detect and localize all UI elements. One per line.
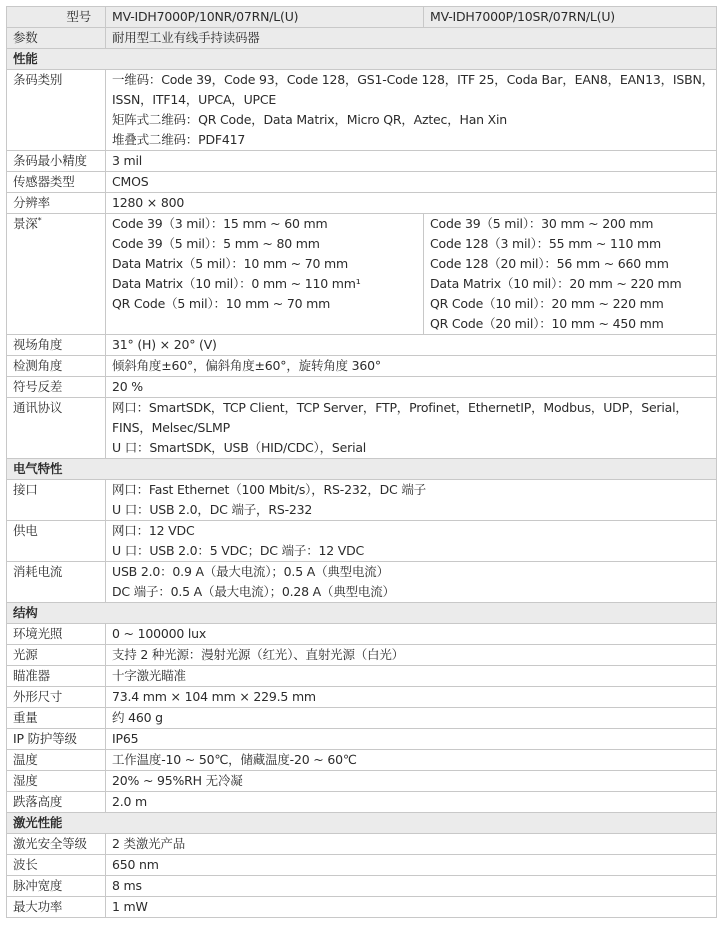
value-line: 矩阵式二维码：QR Code，Data Matrix，Micro QR，Aztec，Han Xin <box>112 112 508 127</box>
value-line: U 口：USB 2.0，DC 端子，RS-232 <box>112 502 313 517</box>
value-line: Code 39（5 mil）：30 mm ~ 200 mm <box>430 216 654 231</box>
row-label: 通讯协议 <box>7 398 106 459</box>
row-light <box>7 645 717 666</box>
row-detect-angle <box>7 356 717 377</box>
row-min-precision <box>7 151 717 172</box>
row-value: 支持 2 种光源：漫射光源（红光）、直射光源（白光） <box>106 645 717 666</box>
row-label: 供电 <box>7 521 106 562</box>
row-label: 条码最小精度 <box>7 151 106 172</box>
param-value: 耐用型工业有线手持读码器 <box>106 28 717 49</box>
row-drop <box>7 792 717 813</box>
row-label: 消耗电流 <box>7 562 106 603</box>
row-value: 2.0 m <box>106 792 717 813</box>
value-line: 网口：12 VDC <box>112 523 195 538</box>
section-performance <box>7 49 717 70</box>
spec-table <box>6 6 717 918</box>
row-value: 650 nm <box>106 855 717 876</box>
row-laser-class <box>7 834 717 855</box>
value-line: 一维码：Code 39，Code 93，Code 128，GS1-Code 128，ITF 25，Coda Bar，EAN8，EAN13，ISBN， <box>112 72 714 87</box>
value-line: QR Code（10 mil）：20 mm ~ 220 mm <box>430 296 664 311</box>
section-title: 性能 <box>7 49 717 70</box>
row-label: 视场角度 <box>7 335 106 356</box>
row-value: 约 460 g <box>106 708 717 729</box>
value-line: FINS，Melsec/SLMP <box>112 420 230 435</box>
row-value: 31° (H) × 20° (V) <box>106 335 717 356</box>
value-line: 网口：SmartSDK，TCP Client，TCP Server，FTP，Profinet，EthernetIP，Modbus，UDP，Serial， <box>112 400 688 415</box>
row-label: 波长 <box>7 855 106 876</box>
param-label: 参数 <box>7 28 106 49</box>
model-a: MV-IDH7000P/10NR/07RN/L(U) <box>106 7 424 28</box>
row-value <box>106 398 717 459</box>
row-label: 接口 <box>7 480 106 521</box>
row-label: 瞄准器 <box>7 666 106 687</box>
row-label: 跌落高度 <box>7 792 106 813</box>
row-label: 条码类别 <box>7 70 106 151</box>
value-line: Data Matrix（10 mil）：0 mm ~ 110 mm¹ <box>112 276 361 291</box>
row-value <box>106 521 717 562</box>
depth-left <box>106 214 424 335</box>
row-value: 1280 × 800 <box>106 193 717 214</box>
value-line: ISSN，ITF14，UPCA，UPCE <box>112 92 277 107</box>
row-label: 传感器类型 <box>7 172 106 193</box>
value-line: QR Code（20 mil）：10 mm ~ 450 mm <box>430 316 664 331</box>
row-value <box>106 70 717 151</box>
row-pulse <box>7 876 717 897</box>
row-ip <box>7 729 717 750</box>
section-title: 电气特性 <box>7 459 717 480</box>
row-label: IP 防护等级 <box>7 729 106 750</box>
row-value: 倾斜角度±60°，偏斜角度±60°，旋转角度 360° <box>106 356 717 377</box>
row-weight <box>7 708 717 729</box>
row-label <box>7 214 106 335</box>
row-value: 20 % <box>106 377 717 398</box>
row-value <box>106 562 717 603</box>
row-power <box>7 521 717 562</box>
row-current <box>7 562 717 603</box>
section-structure <box>7 603 717 624</box>
section-title: 结构 <box>7 603 717 624</box>
value-line: U 口：SmartSDK，USB（HID/CDC），Serial <box>112 440 367 455</box>
row-label: 脉冲宽度 <box>7 876 106 897</box>
value-line: 堆叠式二维码：PDF417 <box>112 132 246 147</box>
row-fov <box>7 335 717 356</box>
row-wavelength <box>7 855 717 876</box>
value-line: DC 端子：0.5 A（最大电流）；0.28 A（典型电流） <box>112 584 395 599</box>
value-line: Code 128（20 mil）：56 mm ~ 660 mm <box>430 256 669 271</box>
row-barcode-types <box>7 70 717 151</box>
row-protocol <box>7 398 717 459</box>
row-label: 最大功率 <box>7 897 106 918</box>
section-title: 激光性能 <box>7 813 717 834</box>
depth-label: 景深 <box>13 216 38 231</box>
row-value: 3 mil <box>106 151 717 172</box>
row-value: 20% ~ 95%RH 无冷凝 <box>106 771 717 792</box>
row-max-power <box>7 897 717 918</box>
section-electrical <box>7 459 717 480</box>
row-resolution <box>7 193 717 214</box>
param-row <box>7 28 717 49</box>
depth-right <box>424 214 717 335</box>
row-label: 检测角度 <box>7 356 106 377</box>
value-line: QR Code（5 mil）：10 mm ~ 70 mm <box>112 296 331 311</box>
value-line: 网口：Fast Ethernet（100 Mbit/s），RS-232，DC 端子 <box>112 482 426 497</box>
row-value: 8 ms <box>106 876 717 897</box>
row-contrast <box>7 377 717 398</box>
row-value: 73.4 mm × 104 mm × 229.5 mm <box>106 687 717 708</box>
row-label: 温度 <box>7 750 106 771</box>
row-temperature <box>7 750 717 771</box>
row-ambient <box>7 624 717 645</box>
row-interface <box>7 480 717 521</box>
row-value: 1 mW <box>106 897 717 918</box>
row-aimer <box>7 666 717 687</box>
row-value: CMOS <box>106 172 717 193</box>
row-value: 2 类激光产品 <box>106 834 717 855</box>
row-label: 分辨率 <box>7 193 106 214</box>
row-label: 光源 <box>7 645 106 666</box>
row-depth <box>7 214 717 335</box>
model-row <box>7 7 717 28</box>
footnote-mark: * <box>37 216 42 225</box>
spec-sheet <box>6 6 716 918</box>
row-dimension <box>7 687 717 708</box>
row-humidity <box>7 771 717 792</box>
row-value: IP65 <box>106 729 717 750</box>
row-label: 激光安全等级 <box>7 834 106 855</box>
row-label: 湿度 <box>7 771 106 792</box>
row-value <box>106 480 717 521</box>
value-line: Code 39（5 mil）：5 mm ~ 80 mm <box>112 236 320 251</box>
row-label: 外形尺寸 <box>7 687 106 708</box>
row-label: 符号反差 <box>7 377 106 398</box>
value-line: Code 128（3 mil）：55 mm ~ 110 mm <box>430 236 661 251</box>
row-label: 重量 <box>7 708 106 729</box>
value-line: Code 39（3 mil）：15 mm ~ 60 mm <box>112 216 328 231</box>
row-sensor <box>7 172 717 193</box>
value-line: Data Matrix（5 mil）：10 mm ~ 70 mm <box>112 256 348 271</box>
model-label: 型号 <box>7 7 106 28</box>
value-line: U 口：USB 2.0：5 VDC；DC 端子：12 VDC <box>112 543 365 558</box>
value-line: USB 2.0：0.9 A（最大电流）；0.5 A（典型电流） <box>112 564 389 579</box>
row-label: 环境光照 <box>7 624 106 645</box>
value-line: Data Matrix（10 mil）：20 mm ~ 220 mm <box>430 276 682 291</box>
row-value: 工作温度-10 ~ 50℃，储藏温度-20 ~ 60℃ <box>106 750 717 771</box>
row-value: 0 ~ 100000 lux <box>106 624 717 645</box>
model-b: MV-IDH7000P/10SR/07RN/L(U) <box>424 7 717 28</box>
row-value: 十字激光瞄准 <box>106 666 717 687</box>
section-laser <box>7 813 717 834</box>
